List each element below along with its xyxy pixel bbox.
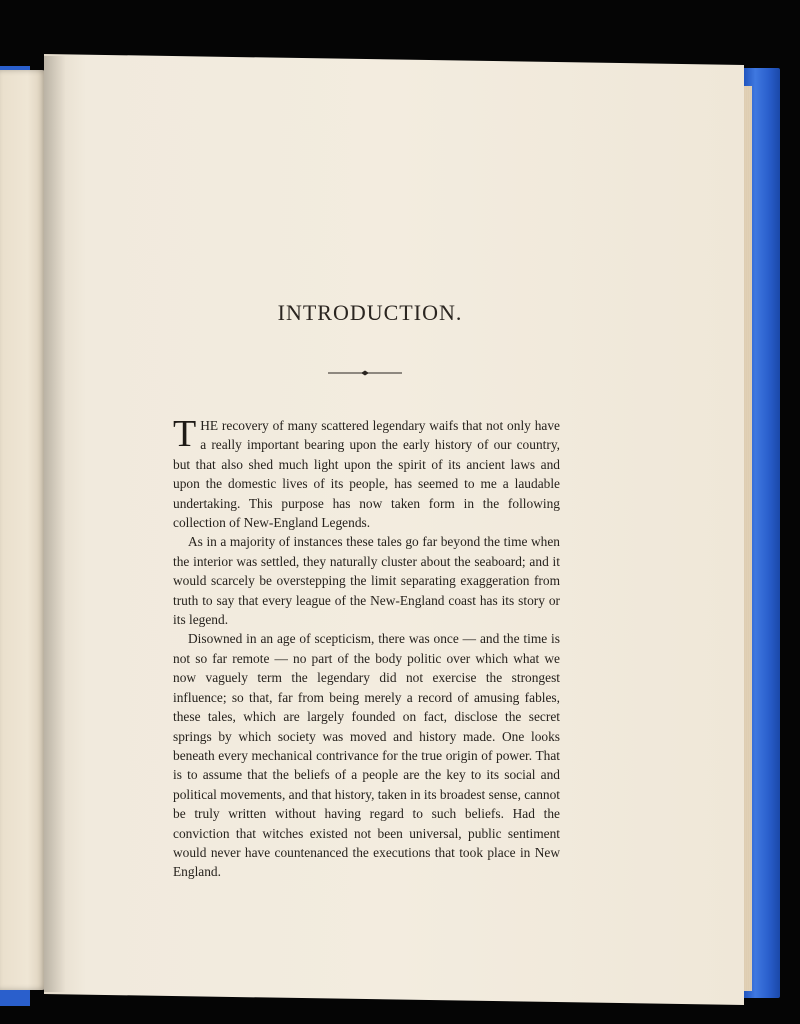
left-page-edge [0,70,46,990]
paragraph-text: HE recovery of many scattered legendary waifs that not only have a really important bearing upon the early history of our country, but that also shed much light upon the spirit of its ancient laws and upon the domestic lives of its people, has seemed to me a laudable undertaking. This purpose has now taken form in the following collection of New-England Legends. [173,418,560,531]
gutter-shadow [44,56,66,992]
chapter-heading: INTRODUCTION. [277,300,463,325]
paragraph-1 [173,413,560,532]
body-text [173,413,561,882]
paragraph-text: Disowned in an age of scepticism, there was once — and the time is not so far remote — no part of the body politic over which what we now vaguely term the legendary did not exercise the strongest influence; so that, far from being merely a record of amusing fables, these tales, which are largely founded on fact, disclose the secret springs by which society was moved and history made. One looks beneath every mechanical contrivance for the true origin of power. That is to assume that the beliefs of a people are the key to its social and political movements, and that history, taken in its broadest sense, cannot be truly written without having regard to such beliefs. Had the conviction that witches existed not been universal, public sentiment would never have countenanced the executions that took place in New England. [173,631,561,880]
ornament-divider [328,370,402,376]
paragraph-2 [173,532,560,629]
drop-cap: T [173,413,197,455]
paragraph-text: As in a majority of instances these tales go far beyond the time when the interior was settled, they naturally cluster about the seaboard; and it would scarcely be overstepping the limit separating exaggeration from truth to say that every league of the New-England coast has its story or its legend. [173,534,560,628]
paragraph-3 [173,629,560,881]
